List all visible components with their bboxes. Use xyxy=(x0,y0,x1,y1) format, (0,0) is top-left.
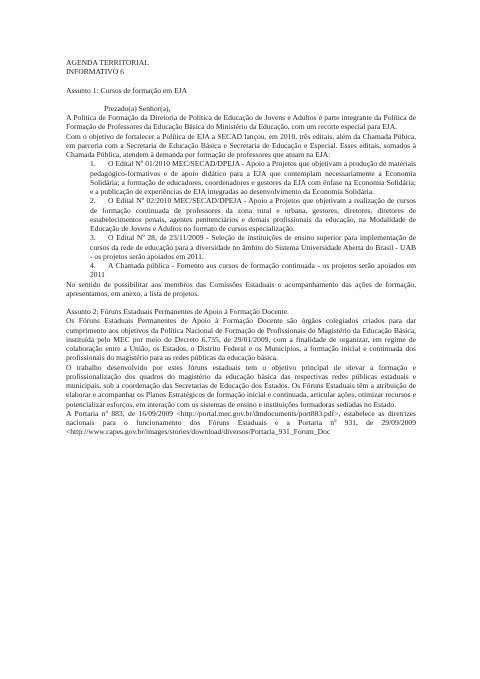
list-item xyxy=(66,159,416,196)
list-item xyxy=(66,196,416,233)
list-item-number: 4. xyxy=(90,261,96,270)
assunto1-paragraph-2: Com o objetivo de fortalecer a Política de EJA a SECAD lançou, em 2010, três editais, além da Chamada Púbica, em parceria com a Secretaria de Educação Básica e Secretaria de Educação e Especial. Esses editais, somados à Chamada Pública, atendem à demanda por formação de professores que atuam na EJA: xyxy=(66,131,416,159)
list-item xyxy=(66,233,416,261)
list-item-text: O Edital Nº 28, de 23/11/2009 - Seleção de instituições de ensino superior para implementação de cursos da rede de educação para a diversidade no âmbito do Sistema Universidade Aberta do Brasil - UAB - os projetos serão apoiados em 2011. xyxy=(90,233,416,261)
header-line-1: AGENDA TERRITORIAL xyxy=(66,58,149,67)
list-item-number: 2. xyxy=(90,196,96,206)
list-item-number: 3. xyxy=(90,233,96,243)
assunto2-title: Assunto 2: Fóruns Estaduais Permanentes de Apoio à Formação Docente. xyxy=(66,307,289,316)
assunto2-paragraph-3: A Portaria nº 883, de 16/09/2009 <http://portal.mec.gov.br/dmdocuments/port883.pdf>, estabelece as diretrizes nacionais para o funcionamento dos Fóruns Estaduais e a Portaria nº 931, de 29/09/2009 <http://www.capes.gov.br/images/stories/download/diversos/Portaria_931_Forum_Doc xyxy=(66,408,416,437)
assunto2-paragraph-1: Os Fóruns Estaduais Permanentes de Apoio à Formação Docente são órgãos colegiados criados para dar cumprimento aos objetivos da Política Nacional de Formação de Profissionais do Magistério da Educação Básica, instituída pelo MEC por meio do Decreto 6.755, de 29/01/2009, com a finalidade de organizar, em regime de colaboração entre a União, os Estados, o Distrito Federal e os Municípios, a formação inicial e continuada dos profissionais do magistério para as redes públicas da educação básica. xyxy=(66,316,416,363)
list-item xyxy=(66,261,416,280)
assunto1-title: Assunto 1: Cursos de formação em EJA xyxy=(66,85,188,95)
list-item-text: A Chamada pública - Fomento aos cursos de formação continuada - os projetos serão apoiados em 2011 xyxy=(90,261,416,280)
assunto2-paragraph-2: O trabalho desenvolvido por estes fóruns estaduais tem o objetivo principal de elevar a formação e profissionalização dos quadros do magistério da educação básica das respectivas redes públicas estaduais e municipais, sob a coordenação das Secretarias de Educação dos Estados. Os Fóruns Estaduais têm a atribuição de elaborar e acompanhar os Planos Estratégicos de formação inicial e continuada, articular ações, otimizar recursos e potencializar esforços, em interação com os sistemas de ensino e instituições formadoras sediadas no Estado. xyxy=(66,362,416,409)
assunto1-closing: No sentido de possibilitar aos membros das Comissões Estaduais o acompanhamento das ações de formação, apresentamos, em anexo, a lista de projetos. xyxy=(66,279,416,298)
list-item-text: O Edital Nº 02/2010 MEC/SECAD/DPEJA - Apoio a Projetos que objetivam a realização de cursos de formação continuada de professores da zona rural e urbana, gestores, diretores, diretores de estabelecimentos penais, agentes penitenciários e demais profissionais da educação, na Modalidade de Educação de Jovens e Adultos no formato de cursos especialização. xyxy=(90,196,416,233)
header-line-2: INFORMATIVO 6 xyxy=(66,67,124,77)
assunto1-paragraph-1: A Política de Formação da Diretoria de Política de Educação de Jovens e Adultos é parte integrante da Política de Formação de Professores da Educação Básica do Ministério da Educação, com um recorte especial para EJA. xyxy=(66,113,416,132)
document-body xyxy=(66,58,416,437)
list-item-number: 1. xyxy=(90,159,96,169)
salutation: Prezado(a) Senhor(a), xyxy=(104,103,171,113)
list-item-text: O Edital Nº 01/2010 MEC/SECAD/DPEJA - Apoio a Projetos que objetivam a produção de materiais pedagógico-formativos e de apoio didático para a EJA que contemplam necessariamente a Economia Solidária; a formação de educadores, coordenadores e gestores da EJA com ênfase na Economia Solidária; e a publicação de experiências de EJA integradas ao desenvolvimento da Economia Solidária. xyxy=(90,159,416,196)
